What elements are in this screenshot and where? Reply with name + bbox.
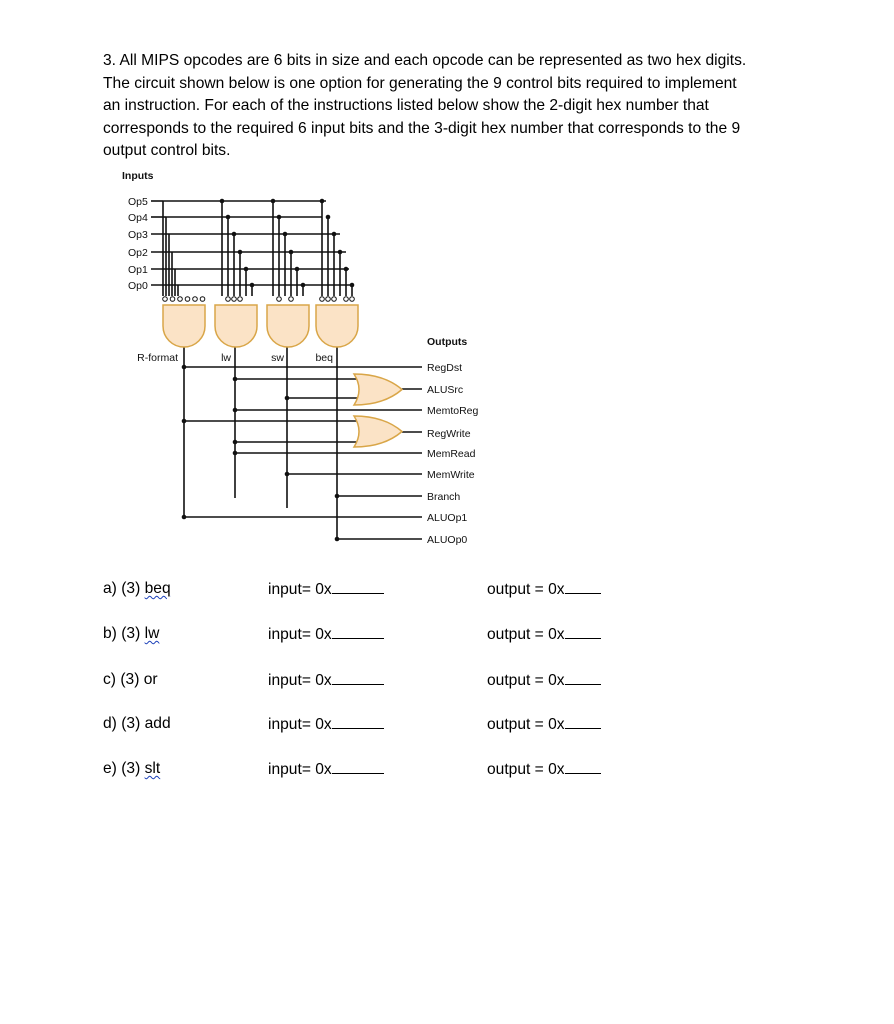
item-letter: d) [103,715,117,732]
output-answer [487,579,601,600]
gate-label-beq: beq [315,352,333,364]
junction-dot [220,199,225,204]
junction-dot [233,440,238,445]
inverter-bubble [238,297,243,302]
input-answer [268,714,384,735]
input-prefix: input= 0x [268,761,332,778]
input-blank[interactable] [332,714,384,729]
inverter-bubble [163,297,168,302]
junction-dot [285,472,290,477]
inverter-bubble [277,297,282,302]
item-label [103,579,171,599]
inputs-title: Inputs [122,170,154,182]
instruction-name: add [144,715,171,732]
item-label [103,714,171,734]
output-blank[interactable] [565,579,601,594]
output-label-regwrite: RegWrite [427,428,471,440]
output-prefix: output = 0x [487,581,565,598]
item-letter: c) [103,671,116,688]
output-label-memtoreg: MemtoReg [427,405,479,417]
junction-dot [277,215,282,220]
junction-dot [232,232,237,237]
output-answer [487,624,601,645]
inverter-bubble [193,297,198,302]
item-points: (3) [120,671,140,688]
junction-dot [238,250,243,255]
input-answer [268,579,384,600]
junction-dot [338,250,343,255]
and-gate-sw [267,305,309,347]
item-points: (3) [121,580,141,597]
input-prefix: input= 0x [268,672,332,689]
and-gate-lw [215,305,257,347]
junction-dot [335,494,340,499]
junction-dot [233,377,238,382]
input-prefix: input= 0x [268,626,332,643]
input-label-op1: Op1 [128,264,148,276]
output-answer [487,670,601,691]
junction-dot [320,199,325,204]
inverter-bubble [170,297,175,302]
output-answer [487,759,601,780]
input-blank[interactable] [332,579,384,594]
question-text [103,50,823,163]
instruction-name: slt [144,760,161,777]
question-line: The circuit shown below is one option for generating the 9 control bits required to implement [103,74,737,92]
junction-dot [226,215,231,220]
item-label [103,624,159,644]
input-blank[interactable] [332,759,384,774]
item-points: (3) [121,715,141,732]
inverter-bubble [320,297,325,302]
output-label-regdst: RegDst [427,362,463,374]
junction-dot [344,267,349,272]
junction-dot [271,199,276,204]
and-gate-beq [316,305,358,347]
inverter-bubble [232,297,237,302]
gate-label-r-format: R-format [137,352,178,364]
junction-dot [301,283,306,288]
junction-dot [326,215,331,220]
or-gate-regwrite [354,416,402,447]
input-answer [268,670,384,691]
inverter-bubble [289,297,294,302]
item-letter: a) [103,580,117,597]
wires [151,201,422,540]
item-label [103,670,158,690]
input-answer [268,624,384,645]
question-line: 3. All MIPS opcodes are 6 bits in size and each opcode can be represented as two hex digits. [103,52,747,69]
junction-dot [182,515,187,520]
input-label-op3: Op3 [128,229,148,241]
output-blank[interactable] [565,759,601,774]
gate-label-lw: lw [221,352,231,364]
output-blank[interactable] [565,624,601,639]
input-prefix: input= 0x [268,581,332,598]
junction-dot [295,267,300,272]
inverter-bubble [332,297,337,302]
output-prefix: output = 0x [487,761,565,778]
junction-dot [332,232,337,237]
gates [163,297,402,447]
junction-dot [233,451,238,456]
junction-dot [335,537,340,542]
input-label-op5: Op5 [128,196,148,208]
question-line: output control bits. [103,142,231,160]
item-points: (3) [121,760,141,777]
inverter-bubble [178,297,183,302]
output-label-memwrite: MemWrite [427,469,475,481]
input-blank[interactable] [332,670,384,685]
input-label-op2: Op2 [128,247,148,259]
output-prefix: output = 0x [487,716,565,733]
junction-dot [289,250,294,255]
input-label-op0: Op0 [128,280,148,292]
output-label-alusrc: ALUSrc [427,384,464,396]
item-points: (3) [121,625,141,642]
junction-dot [285,396,290,401]
output-answer [487,714,601,735]
junction-dots [182,199,355,542]
output-prefix: output = 0x [487,672,565,689]
diagram-labels [122,170,479,546]
item-letter: e) [103,760,117,777]
junction-dot [350,283,355,288]
junction-dot [182,365,187,370]
instruction-name: beq [144,580,171,597]
input-prefix: input= 0x [268,716,332,733]
output-blank[interactable] [565,670,601,685]
junction-dot [182,419,187,424]
instruction-name: lw [144,625,160,642]
inverter-bubble [344,297,349,302]
output-label-aluop0: ALUOp0 [427,534,468,546]
item-label [103,759,160,779]
inverter-bubble [326,297,331,302]
output-label-branch: Branch [427,491,461,503]
junction-dot [283,232,288,237]
gate-label-sw: sw [271,352,284,364]
inverter-bubble [200,297,205,302]
output-label-memread: MemRead [427,448,476,460]
input-blank[interactable] [332,624,384,639]
inverter-bubble [226,297,231,302]
instruction-name: or [143,671,158,688]
question-line: an instruction. For each of the instructions listed below show the 2-digit hex number that [103,97,709,115]
item-letter: b) [103,625,117,642]
output-label-aluop1: ALUOp1 [427,512,468,524]
input-answer [268,759,384,780]
and-gate-r-format [163,305,205,347]
inverter-bubble [350,297,355,302]
junction-dot [244,267,249,272]
question-line: corresponds to the required 6 input bits and the 3-digit hex number that corresponds to the 9 [103,119,741,137]
or-gate-alusrc [354,374,402,405]
inverter-bubble [185,297,190,302]
output-prefix: output = 0x [487,626,565,643]
output-blank[interactable] [565,714,601,729]
junction-dot [250,283,255,288]
input-label-op4: Op4 [128,212,148,224]
junction-dot [233,408,238,413]
outputs-title: Outputs [427,336,468,348]
